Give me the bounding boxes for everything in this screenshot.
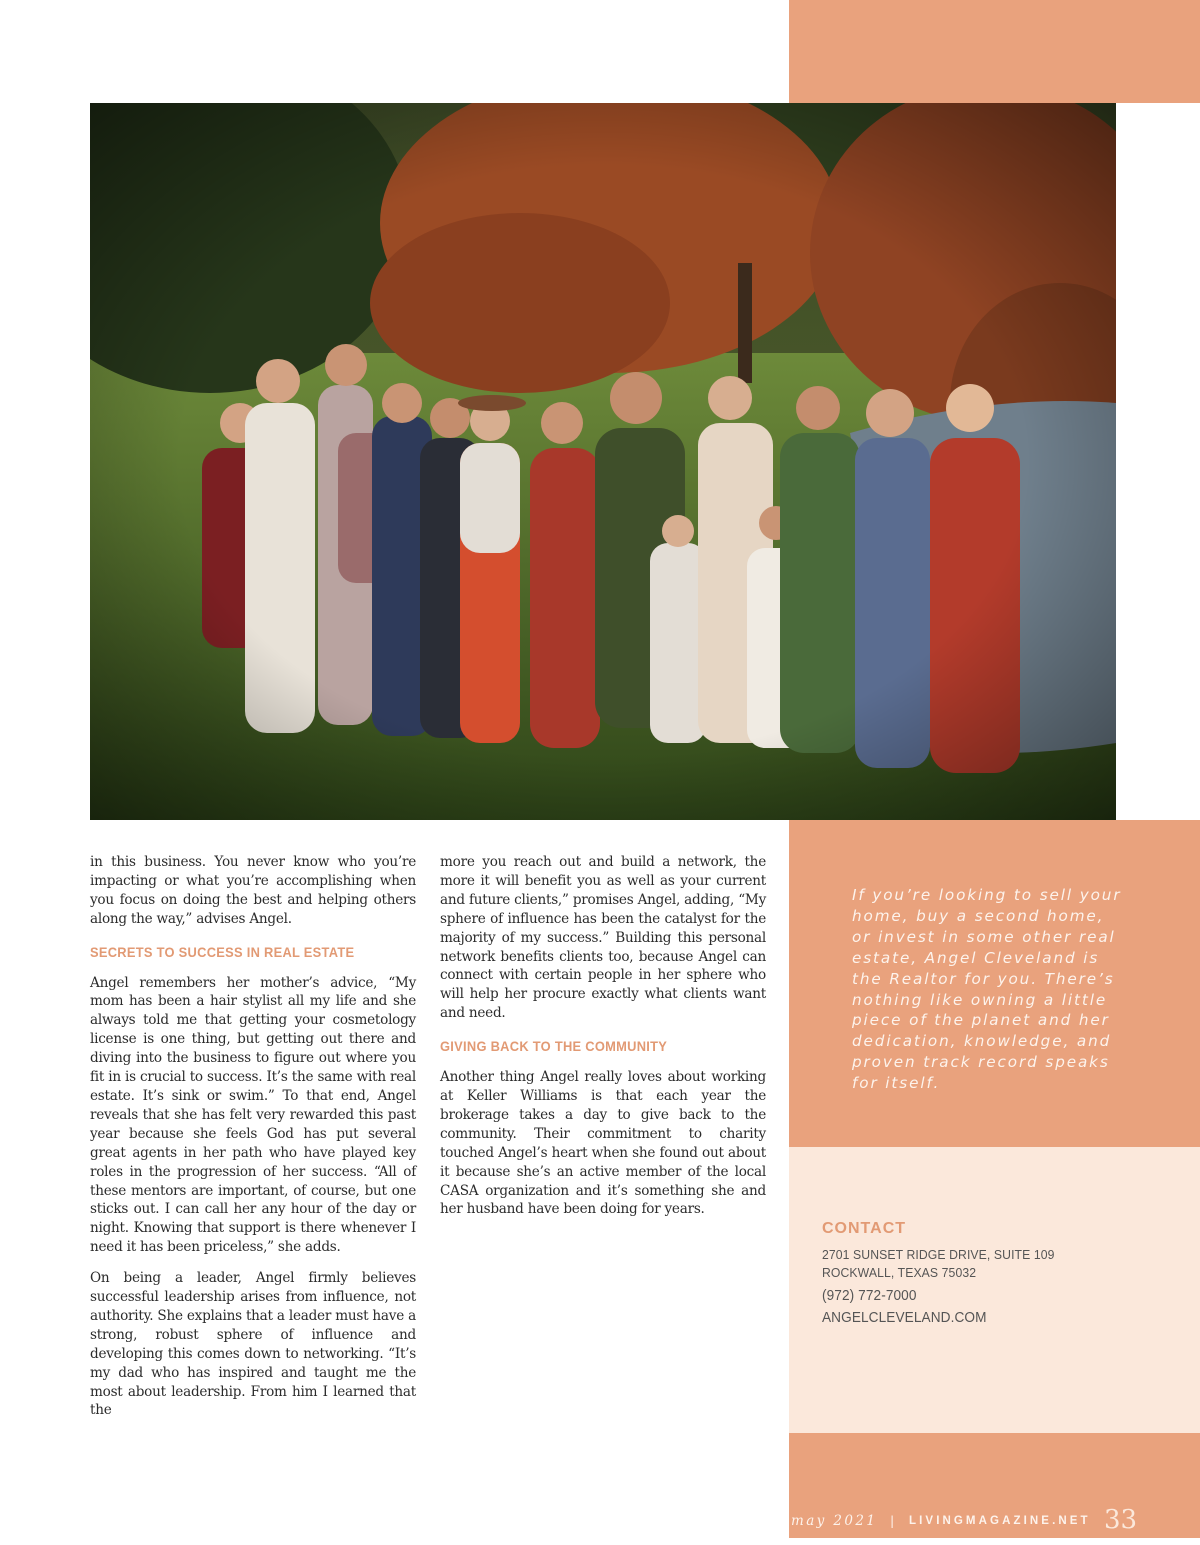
top-accent-band [789,0,1200,103]
pull-quote: If you’re looking to sell your home, buy a second home, or invest in some other real estate, Angel Cleveland is the Realtor for you. There’s nothing like owning a little piece of the planet and her dedication, knowledge, and proven track record speaks for itself. [852,886,1122,1093]
article-column-1 [90,853,416,1432]
article-column-2 [440,853,766,1231]
issue-date: may 2021 [791,1513,878,1529]
article-paragraph: in this business. You never know who you’re impacting or what you’re accomplishing when you focus on doing the best and helping others along the way,” advises Angel. [90,854,416,927]
article-paragraph: Angel remembers her mother’s advice, “My mom has been a hair stylist all my life and she always told me that getting your cosmetology license is one thing, but getting out there and diving into the business to figure out where you fit in is crucial to success. It’s the same with real estate. It’s sink or swim.” To that end, Angel reveals that she has felt very rewarded this past year because she feels God has put several great agents in her path who have played key roles in the progression of her success. “All of these mentors are important, of course, but one sticks out. I can call her any hour of the day or night. Knowing that support is there whenever I need it has been priceless,” she adds. [90,974,416,1256]
footer-separator: | [890,1513,895,1528]
section-heading: SECRETS TO SUCCESS IN REAL ESTATE [90,943,355,960]
contact-address-line-1: 2701 SUNSET RIDGE DRIVE, SUITE 109 [822,1247,1055,1262]
section-heading: GIVING BACK TO THE COMMUNITY [440,1038,668,1055]
contact-address-line-2: ROCKWALL, TEXAS 75032 [822,1264,977,1280]
article-paragraph: Another thing Angel really loves about working at Keller Williams is that each year the brokerage takes a day to give back to the community. Their commitment to charity touched Angel’s heart when she found out about it because she’s an active member of the local CASA organization and it’s something she and her husband have been doing for years. [440,1069,766,1218]
contact-website-link[interactable]: ANGELCLEVELAND.COM [822,1310,987,1326]
page-number: 33 [1104,1505,1138,1535]
article-paragraph: On being a leader, Angel firmly believes successful leadership arises from influence, not authority. She explains that a leader must have a strong, robust sphere of influence and developing this comes down to networking. “It’s my dad who has inspired and taught me the most about leadership. From him I learned that the [90,1270,416,1419]
contact-block [822,1220,1122,1329]
magazine-website[interactable]: LIVINGMAGAZINE.NET [909,1515,1091,1527]
page-footer [791,1505,1151,1545]
contact-phone[interactable]: (972) 772-7000 [822,1288,917,1304]
article-paragraph: more you reach out and build a network, the more it will benefit you as well as your current and future clients,” promises Angel, adding, “My sphere of influence has been the catalyst for the majority of my success.” Building this personal network benefits clients too, because Angel can connect with certain people in her sphere who will help her procure exactly what clients want and need. [440,854,766,1022]
contact-heading: CONTACT [822,1220,907,1237]
family-portrait-photo [90,103,1116,820]
